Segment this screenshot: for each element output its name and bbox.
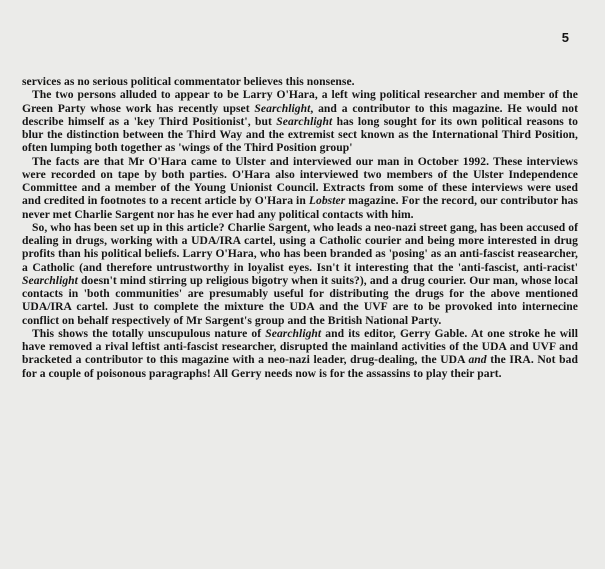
text-run: , and a contributor to this magazine. He would not describe himself as a 'key Third Positionist', but <box>22 101 578 128</box>
italic-text-run: Searchlight <box>254 101 311 115</box>
italic-text-run: and <box>468 353 487 367</box>
text-run: The two persons alluded to appear to be Larry O'Hara, a left wing political researcher and member of the Green Party whose work has recently upset <box>22 88 578 115</box>
paragraph <box>22 75 578 88</box>
text-run: services as no serious political commentator believes this nonsense. <box>22 75 355 88</box>
text-run: and its editor, Gerry Gable. At one stroke he will have removed a rival leftist anti-fascist researcher, disrupted the mainland activities of the UDA and UVF and bracketed a contributor to this magazine with a neo-nazi leader, drug-dealing, the UDA <box>22 326 578 367</box>
italic-text-run: Searchlight <box>22 273 78 287</box>
text-run: has long sought for its own political reasons to blur the distinction between the Third Way and the extremist sect known as the International Third Position, often lumping both together as 'wings of the Third Position group' <box>22 114 578 155</box>
article-body <box>22 75 578 380</box>
text-run: The facts are that Mr O'Hara came to Ulster and interviewed our man in October 1992. These interviews were recorded on tape by both parties. O'Hara also interviewed two members of the Ulster Independence Committee and a member of the Young Unionist Council. Extracts from some of these interviews were used and credited in footnotes to a recent article by O'Hara in <box>22 154 578 208</box>
text-run: the IRA. Not bad for a couple of poisonous paragraphs! All Gerry needs now is for the assassins to play their part. <box>22 353 578 380</box>
paragraph <box>22 155 578 221</box>
paragraph <box>22 221 578 327</box>
paragraph <box>22 327 578 380</box>
text-run: This shows the totally unscupulous nature of <box>32 326 266 340</box>
text-run: magazine. For the record, our contributor has never met Charlie Sargent nor has he ever had any political contacts with him. <box>22 194 578 221</box>
italic-text-run: Lobster <box>308 194 346 208</box>
paragraph <box>22 88 578 154</box>
text-run: doesn't mind stirring up religious bigotry when it suits?), and a drug courier. Our man, whose local contacts in 'both communities' are presumably useful for distributing the drugs for the above mentioned UDA/IRA cartel. Just to complete the mixture the UDA and the UVF are to be provoked into internecine conflict on behalf respectively of Mr Sargent's group and the British National Party. <box>22 273 578 327</box>
italic-text-run: Searchlight <box>265 326 322 340</box>
page-number: 5 <box>561 30 569 45</box>
text-run: So, who has been set up in this article? Charlie Sargent, who leads a neo-nazi street gang, has been accused of dealing in drugs, working with a UDA/IRA cartel, using a Catholic courier and being more interested in drug profits than his political beliefs. Larry O'Hara, who has been branded as 'posing' as an anti-fascist reasearcher, a Catholic (and therefore untrustworthy in loyalist eyes. Isn't it interesting that the 'anti-fascist, anti-racist' <box>22 220 578 274</box>
italic-text-run: Searchlight <box>276 114 333 128</box>
